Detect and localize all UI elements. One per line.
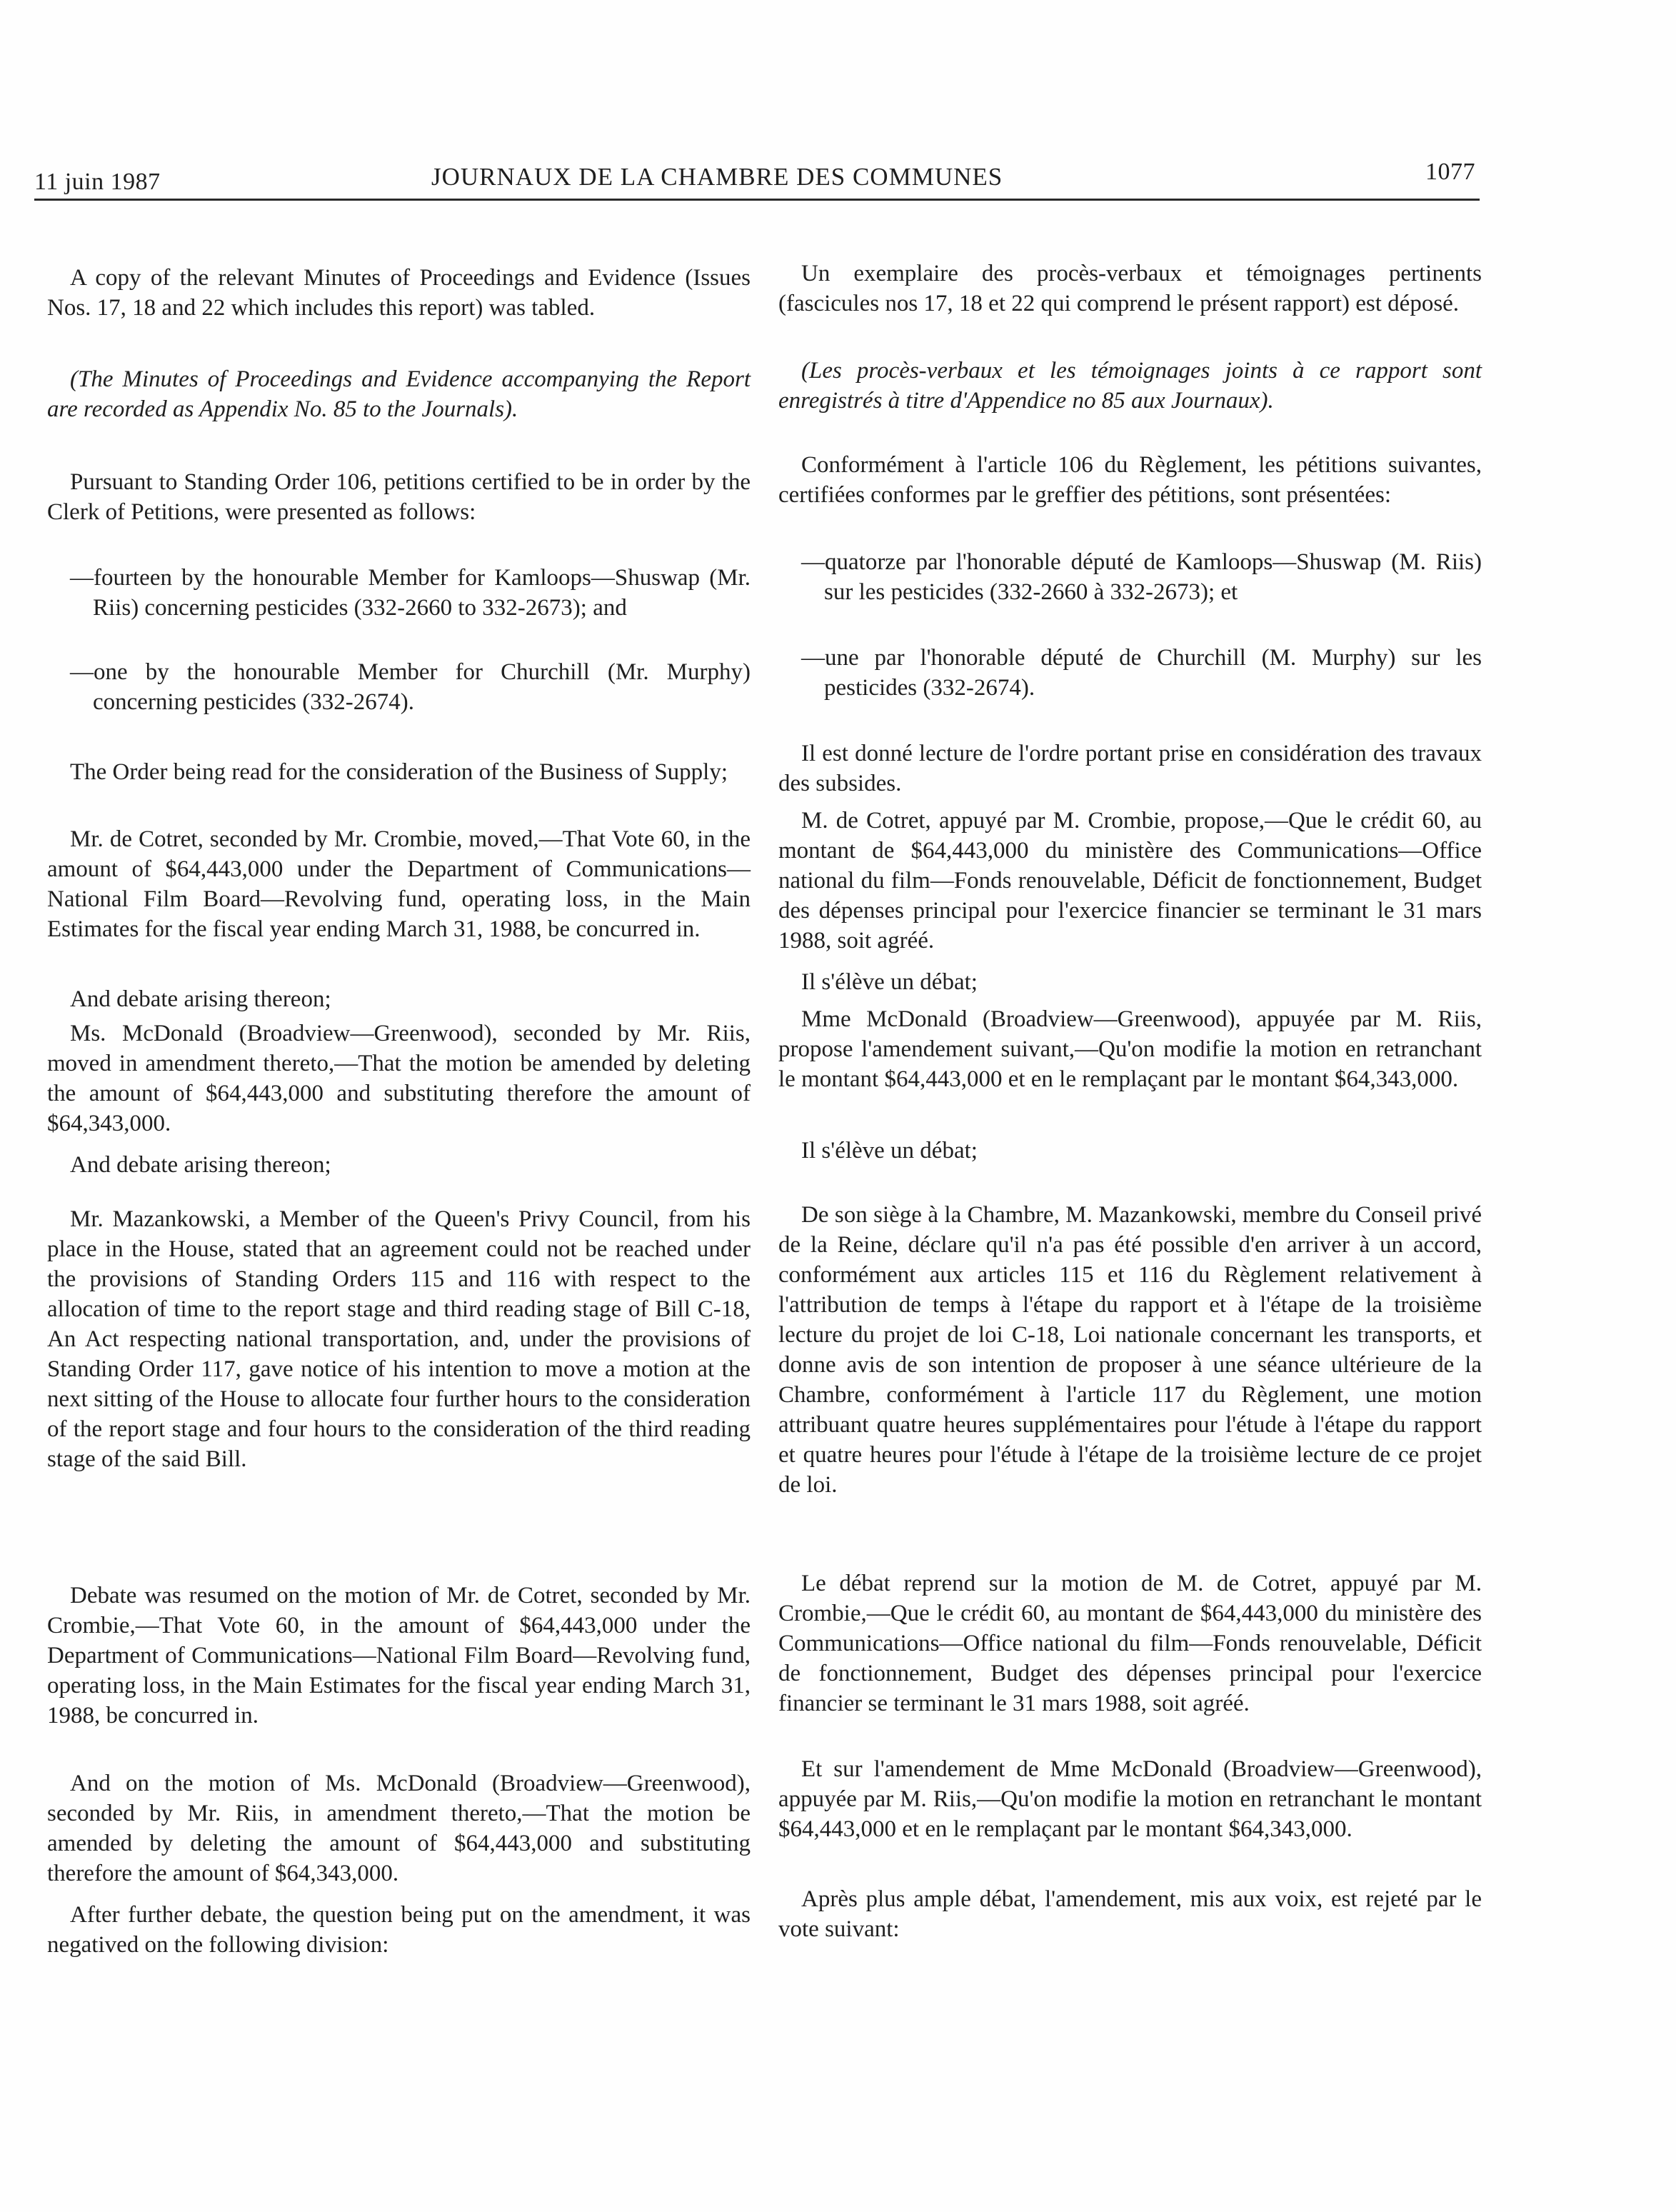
- petition-item: —une par l'honorable député de Churchill (M. Murphy) sur les pesticides (332-2674).: [801, 645, 1482, 701]
- paragraph: Ms. McDonald (Broadview—Greenwood), seconded by Mr. Riis, moved in amendment thereto,—That the motion be amended by deleting the amount of $64,443,000 and substituting therefore the amount of $64,343,000.: [47, 1021, 751, 1136]
- page-header: [34, 159, 1480, 201]
- header-title: JOURNAUX DE LA CHAMBRE DES COMMUNES: [431, 163, 1003, 191]
- paragraph: Le débat reprend sur la motion de M. de Cotret, appuyé par M. Crombie,—Que le crédit 60, au montant de $64,443,000 du ministère des Communications—Office national du film—Fonds renouvelable, Déficit de fonctionnement, Budget des dépenses principal pour l'exercice financier se terminant le 31 mars 1988, soit agréé.: [778, 1571, 1482, 1716]
- paragraph: After further debate, the question being put on the amendment, it was negatived on the following division:: [47, 1902, 751, 1958]
- paragraph: Debate was resumed on the motion of Mr. de Cotret, seconded by Mr. Crombie,—That Vote 60, in the amount of $64,443,000 under the Department of Communications—National Film Board—Revolving fund, operating loss, in the Main Estimates for the fiscal year ending March 31, 1988, be concurred in.: [47, 1583, 751, 1728]
- paragraph: Conformément à l'article 106 du Règlement, les pétitions suivantes, certifiées conformes par le greffier des pétitions, sont présentées:: [778, 452, 1482, 508]
- paragraph: A copy of the relevant Minutes of Proceedings and Evidence (Issues Nos. 17, 18 and 22 which includes this report) was tabled.: [47, 265, 751, 321]
- paragraph: Mme McDonald (Broadview—Greenwood), appuyée par M. Riis, propose l'amendement suivant,—Qu'on modifie la motion en retranchant le montant $64,443,000 et en le remplaçant par le montant $64,343,000.: [778, 1006, 1482, 1092]
- page-number: 1077: [1425, 159, 1475, 185]
- paragraph: And debate arising thereon;: [70, 986, 331, 1012]
- paragraph: M. de Cotret, appuyé par M. Crombie, propose,—Que le crédit 60, au montant de $64,443,000 du ministère des Communications—Office national du film—Fonds renouvelable, Déficit de fonctionnement, Budget des dépenses principal pour l'exercice financier se terminant le 31 mars 1988, soit agréé.: [778, 808, 1482, 954]
- header-date: 11 juin 1987: [34, 169, 161, 195]
- paragraph: Il s'élève un débat;: [801, 969, 978, 995]
- paragraph: The Order being read for the consideration of the Business of Supply;: [70, 759, 728, 785]
- paragraph: (The Minutes of Proceedings and Evidence accompanying the Report are recorded as Appendix No. 85 to the Journals).: [47, 366, 751, 422]
- paragraph: Après plus ample débat, l'amendement, mis aux voix, est rejeté par le vote suivant:: [778, 1886, 1482, 1942]
- petition-item: —fourteen by the honourable Member for Kamloops—Shuswap (Mr. Riis) concerning pesticides (332-2660 to 332-2673); and: [70, 565, 751, 621]
- paragraph: Pursuant to Standing Order 106, petitions certified to be in order by the Clerk of Petitions, were presented as follows:: [47, 469, 751, 525]
- paragraph: Il s'élève un débat;: [801, 1138, 978, 1163]
- paragraph: Mr. Mazankowski, a Member of the Queen's Privy Council, from his place in the House, stated that an agreement could not be reached under the provisions of Standing Orders 115 and 116 with respect to the allocation of time to the report stage and third reading stage of Bill C-18, An Act respecting national transportation, and, under the provisions of Standing Order 117, gave notice of his intention to move a motion at the next sitting of the House to allocate four further hours to the consideration of the report stage and four hours to the consideration of the third reading stage of the said Bill.: [47, 1206, 751, 1472]
- petition-item: —one by the honourable Member for Churchill (Mr. Murphy) concerning pesticides (332-2674).: [70, 659, 751, 715]
- paragraph: (Les procès-verbaux et les témoignages joints à ce rapport sont enregistrés à titre d'Appendice no 85 aux Journaux).: [778, 358, 1482, 414]
- petition-item: —quatorze par l'honorable député de Kamloops—Shuswap (M. Riis) sur les pesticides (332-2660 à 332-2673); et: [801, 549, 1482, 605]
- paragraph: De son siège à la Chambre, M. Mazankowski, membre du Conseil privé de la Reine, déclare qu'il n'a pas été possible d'en arriver à un accord, conformément aux articles 115 et 116 du Règlement relativement à l'attribution de temps à l'étape du rapport et à l'étape de la troisième lecture du projet de loi C-18, Loi nationale concernant les transports, et donne avis de son intention de proposer à une séance ultérieure de la Chambre, conformément à l'article 117 du Règlement, une motion attribuant quatre heures supplémentaires pour l'étude à l'étape du rapport et quatre heures pour l'étude à l'étape de la troisième lecture de ce projet de loi.: [778, 1202, 1482, 1498]
- paragraph: Un exemplaire des procès-verbaux et témoignages pertinents (fascicules nos 17, 18 et 22 qui comprend le présent rapport) est déposé.: [778, 261, 1482, 316]
- paragraph: Mr. de Cotret, seconded by Mr. Crombie, moved,—That Vote 60, in the amount of $64,443,000 under the Department of Communications—National Film Board—Revolving fund, operating loss, in the Main Estimates for the fiscal year ending March 31, 1988, be concurred in.: [47, 826, 751, 942]
- paragraph: Et sur l'amendement de Mme McDonald (Broadview—Greenwood), appuyée par M. Riis,—Qu'on modifie la motion en retranchant le montant $64,443,000 et en le remplaçant par le montant $64,343,000.: [778, 1756, 1482, 1842]
- paragraph: And debate arising thereon;: [70, 1152, 331, 1178]
- paragraph: And on the motion of Ms. McDonald (Broadview—Greenwood), seconded by Mr. Riis, in amendment thereto,—That the motion be amended by deleting the amount of $64,443,000 and substituting therefore the amount of $64,343,000.: [47, 1771, 751, 1886]
- paragraph: Il est donné lecture de l'ordre portant prise en considération des travaux des subsides.: [778, 741, 1482, 796]
